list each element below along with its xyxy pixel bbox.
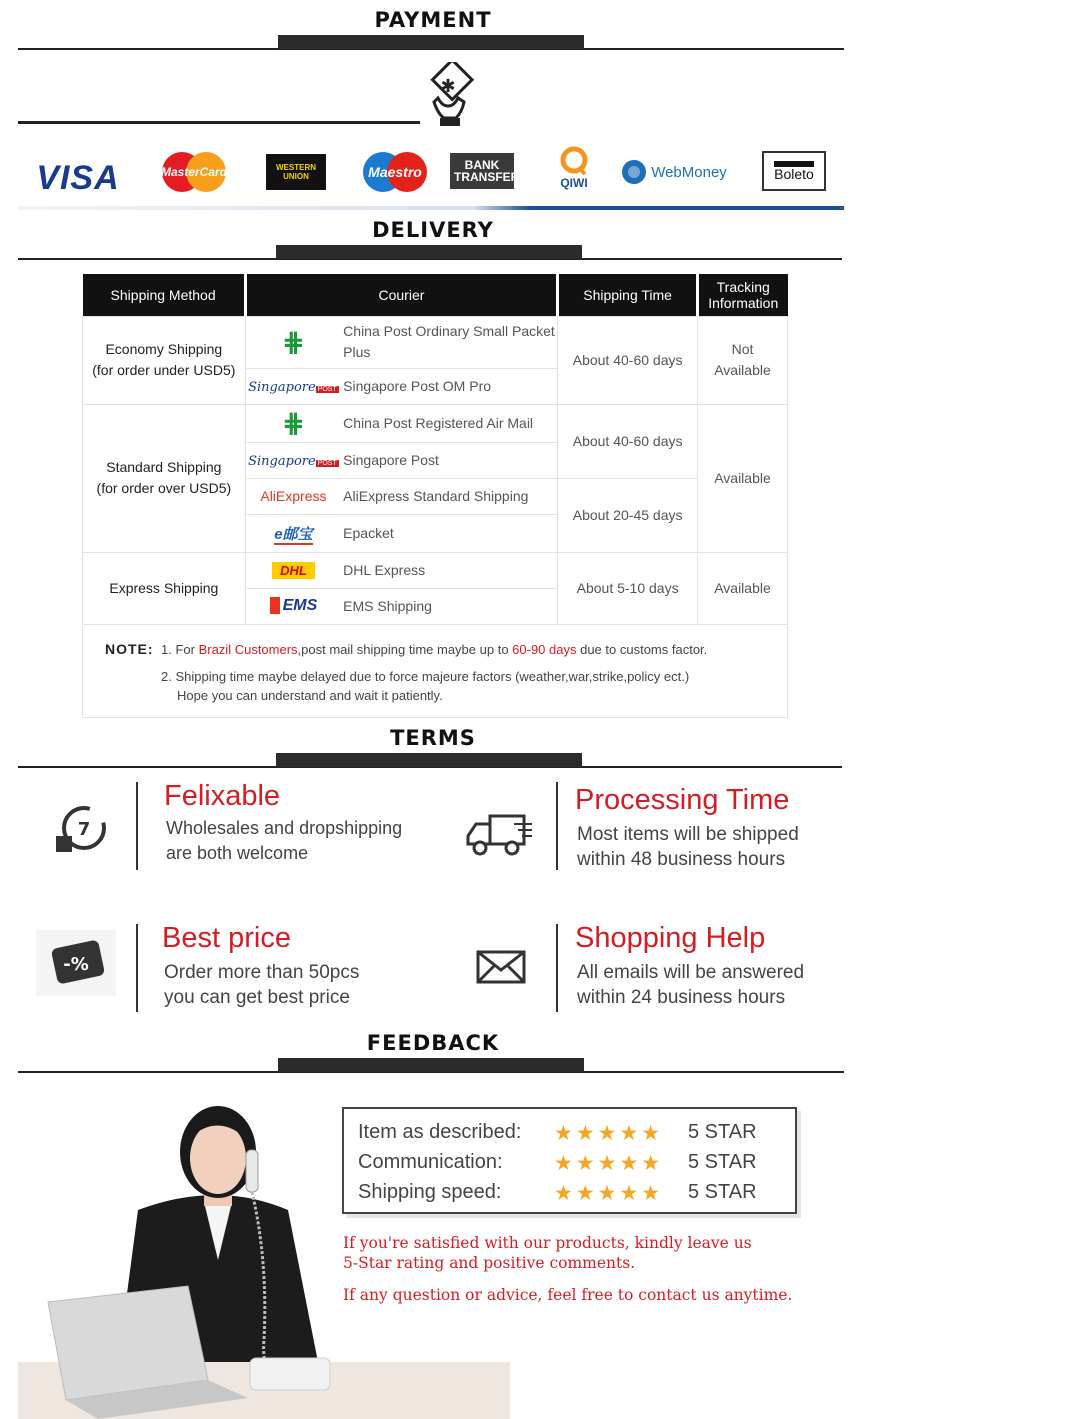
table-row [83,316,788,368]
discount-tag-icon [36,930,116,996]
truck-icon [462,806,534,858]
term-divider [136,782,138,870]
rating-box [342,1107,797,1214]
note-line-1: 1. For Brazil Customers,post mail shipping time maybe up to 60-90 days due to customs factor. [161,642,708,657]
mastercard-logo: MasterCard [160,150,228,194]
feedback-title-bar [278,1058,584,1072]
qiwi-logo: QIWI [546,140,602,196]
time-economy: About 40-60 days [558,316,698,404]
rating-row-item: Item as described: ★★★★★ 5 STAR [358,1121,757,1145]
time-express: About 5-10 days [558,552,698,624]
feedback-message-1: If you're satisfied with our products, kindly leave us 5-Star rating and positive comments. [343,1234,752,1272]
table-header-row [83,274,788,316]
rating-row-shipping: Shipping speed: ★★★★★ 5 STAR [358,1181,757,1205]
tracking-standard: Available [697,404,787,552]
clock-7-icon [54,800,110,856]
delivery-title-bar [276,245,582,259]
singapore-post-icon: Singapore POST [245,442,341,478]
svg-text:7: 7 [77,819,91,840]
courier-epacket: Epacket [341,514,558,552]
term-title-flexible: Felixable [164,780,281,812]
term-divider [556,924,558,1012]
visa-logo: VISA [36,158,120,197]
header-shipping-time: Shipping Time [558,274,698,316]
shipping-note [82,626,788,718]
payment-title: PAYMENT [374,8,492,32]
boleto-logo: Boleto [762,151,826,191]
courier-singapore-om: Singapore Post OM Pro [341,368,558,404]
maestro-logo: Maestro [360,150,430,194]
note-line-3: Hope you can understand and wait it patiently. [177,688,443,703]
china-post-icon: ⋕ [245,404,341,442]
western-union-logo: WESTERN UNION [266,154,326,190]
feedback-title: FEEDBACK [366,1031,500,1055]
note-label: NOTE: [105,641,154,657]
standard-method: Standard Shipping (for order over USD5) [83,404,246,552]
express-method: Express Shipping [83,552,246,624]
term-divider [556,782,558,870]
term-title-best-price: Best price [162,922,291,954]
note-line-2: 2. Shipping time maybe delayed due to force majeure factors (weather,war,strike,policy ect.) [161,669,690,684]
webmoney-logo: WebMoney [620,150,728,194]
term-title-shopping-help: Shopping Help [575,922,766,954]
payment-subdivider [18,121,420,124]
svg-text:✱: ✱ [440,76,456,97]
header-tracking: Tracking Information [697,274,787,316]
delivery-title: DELIVERY [372,218,494,242]
singapore-post-icon: Singapore POST [245,368,341,404]
time-standard-b: About 20-45 days [558,478,698,552]
term-text-shopping-help: All emails will be answered within 24 business hours [577,962,805,1008]
economy-method: Economy Shipping (for order under USD5) [83,316,246,404]
envelope-icon [472,946,530,986]
table-row [83,552,788,588]
courier-china-post-small: China Post Ordinary Small Packet Plus [341,316,558,368]
term-text-best-price: Order more than 50pcs you can get best price [164,962,360,1008]
term-title-processing: Processing Time [575,784,790,816]
payment-bottom-rule [18,206,844,210]
payment-title-bar [278,35,584,49]
china-post-icon: ⋕ [245,316,341,368]
hand-card-icon [420,62,476,128]
aliexpress-icon: AliExpress [245,478,341,514]
rating-row-communication: Communication: ★★★★★ 5 STAR [358,1151,757,1175]
courier-ems: EMS Shipping [341,588,558,624]
ems-icon: EMS [245,588,341,624]
star-rating-icon: ★★★★★ [554,1182,664,1205]
courier-dhl: DHL Express [341,552,558,588]
time-standard-a: About 40-60 days [558,404,698,478]
star-rating-icon: ★★★★★ [554,1152,664,1175]
terms-title: TERMS [390,726,476,750]
star-rating-icon: ★★★★★ [554,1122,664,1145]
table-row [83,404,788,442]
courier-china-post-reg: China Post Registered Air Mail [341,404,558,442]
svg-text:-%: -% [63,954,89,975]
courier-aliexpress: AliExpress Standard Shipping [341,478,558,514]
term-divider [136,924,138,1012]
bank-transfer-logo: BANK TRANSFER [450,153,514,189]
header-shipping-method: Shipping Method [83,274,246,316]
courier-singapore: Singapore Post [341,442,558,478]
header-courier: Courier [245,274,558,316]
tracking-economy: Not Available [697,316,787,404]
dhl-icon: DHL [245,552,341,588]
epacket-icon: e邮宝 [245,514,341,552]
terms-title-bar [276,753,582,767]
tracking-express: Available [697,552,787,624]
shipping-table [82,274,788,625]
term-text-processing: Most items will be shipped within 48 business hours [577,824,799,870]
term-text-flexible: Wholesales and dropshipping are both welcome [166,818,403,863]
feedback-message-2: If any question or advice, feel free to contact us anytime. [343,1286,793,1304]
